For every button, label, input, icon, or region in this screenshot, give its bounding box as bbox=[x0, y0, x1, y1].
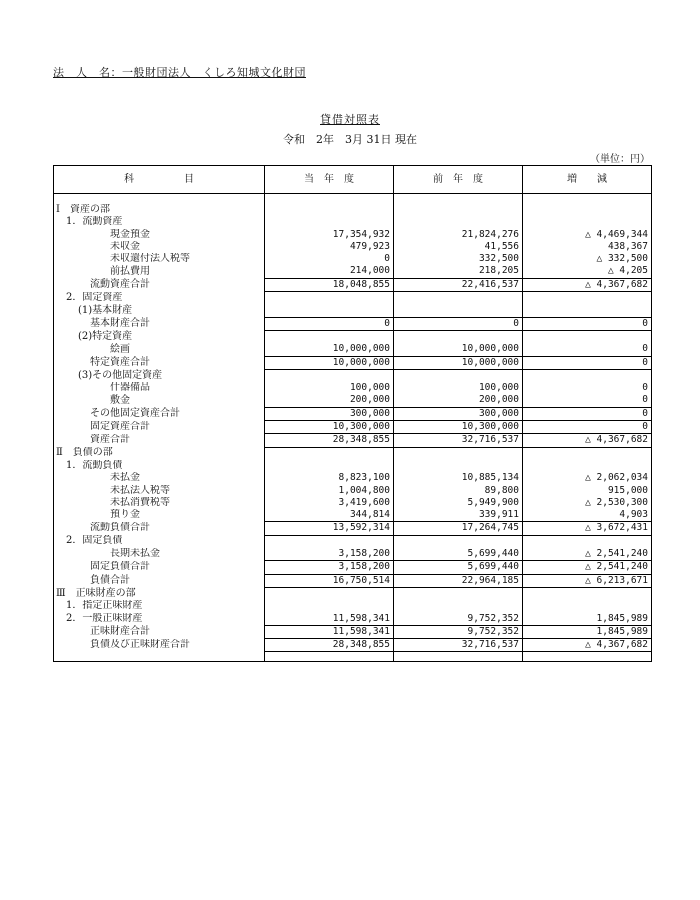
previous-year-cell: 32,716,537 bbox=[394, 639, 523, 652]
current-year-cell: 11,598,341 bbox=[265, 625, 394, 638]
current-year-cell bbox=[265, 330, 394, 343]
previous-year-cell bbox=[394, 330, 523, 343]
change-cell: 0 bbox=[523, 343, 652, 356]
table-row bbox=[54, 600, 652, 612]
previous-year-cell: 21,824,276 bbox=[394, 229, 523, 241]
header-current-year: 当 年 度 bbox=[265, 166, 394, 194]
change-cell: △ 4,469,344 bbox=[523, 229, 652, 241]
change-cell bbox=[523, 460, 652, 472]
table-row bbox=[54, 460, 652, 472]
current-year-cell bbox=[265, 535, 394, 548]
change-cell: △ 2,541,240 bbox=[523, 548, 652, 561]
current-year-cell bbox=[265, 447, 394, 460]
change-cell: 1,845,989 bbox=[523, 625, 652, 638]
change-cell: △ 2,530,300 bbox=[523, 497, 652, 509]
table-row bbox=[54, 509, 652, 522]
change-cell bbox=[523, 600, 652, 612]
previous-year-cell bbox=[394, 216, 523, 228]
table-row bbox=[54, 304, 652, 317]
table-row bbox=[54, 522, 652, 535]
previous-year-cell: 89,800 bbox=[394, 485, 523, 497]
table-row bbox=[54, 394, 652, 407]
previous-year-cell bbox=[394, 460, 523, 472]
previous-year-cell: 10,885,134 bbox=[394, 472, 523, 484]
account-cell: 1．流動負債 bbox=[54, 460, 265, 472]
change-cell: △ 4,367,682 bbox=[523, 639, 652, 652]
previous-year-cell: 5,949,900 bbox=[394, 497, 523, 509]
account-cell: 1．指定正味財産 bbox=[54, 600, 265, 612]
change-cell: △ 6,213,671 bbox=[523, 574, 652, 587]
account-cell: (2)特定資産 bbox=[54, 330, 265, 343]
table-row bbox=[54, 343, 652, 356]
table-row bbox=[54, 216, 652, 228]
account-cell: (3)その他固定資産 bbox=[54, 369, 265, 382]
previous-year-cell bbox=[394, 587, 523, 600]
current-year-cell: 3,158,200 bbox=[265, 548, 394, 561]
change-cell bbox=[523, 535, 652, 548]
account-cell: 預り金 bbox=[54, 509, 265, 522]
account-cell: 2．一般正味財産 bbox=[54, 613, 265, 626]
previous-year-cell bbox=[394, 535, 523, 548]
change-cell: 0 bbox=[523, 421, 652, 434]
current-year-cell: 16,750,514 bbox=[265, 574, 394, 587]
account-cell: Ⅲ 正味財産の部 bbox=[54, 587, 265, 600]
previous-year-cell: 10,300,000 bbox=[394, 421, 523, 434]
account-cell: Ⅱ 負債の部 bbox=[54, 447, 265, 460]
change-cell: △ 4,205 bbox=[523, 265, 652, 278]
previous-year-cell: 22,964,185 bbox=[394, 574, 523, 587]
change-cell: 1,845,989 bbox=[523, 613, 652, 626]
table-row bbox=[54, 407, 652, 420]
account-cell: 負債及び正味財産合計 bbox=[54, 639, 265, 652]
table-row bbox=[54, 204, 652, 216]
change-cell: 438,367 bbox=[523, 241, 652, 253]
table-row bbox=[54, 292, 652, 305]
current-year-cell: 11,598,341 bbox=[265, 613, 394, 626]
current-year-cell bbox=[265, 292, 394, 305]
account-cell: 特定資産合計 bbox=[54, 356, 265, 369]
current-year-cell: 3,419,600 bbox=[265, 497, 394, 509]
table-row bbox=[54, 535, 652, 548]
previous-year-cell: 10,000,000 bbox=[394, 356, 523, 369]
account-cell: 流動資産合計 bbox=[54, 278, 265, 291]
change-cell bbox=[523, 587, 652, 600]
account-cell: 絵画 bbox=[54, 343, 265, 356]
document-title: 貸借対照表 bbox=[320, 113, 380, 126]
table-row bbox=[54, 447, 652, 460]
table-row bbox=[54, 434, 652, 447]
current-year-cell: 3,158,200 bbox=[265, 561, 394, 574]
current-year-cell: 0 bbox=[265, 253, 394, 265]
change-cell: 0 bbox=[523, 394, 652, 407]
change-cell bbox=[523, 369, 652, 382]
corporation-name: 法 人 名：一般財団法人 くしろ知城文化財団 bbox=[53, 66, 306, 79]
table-row bbox=[54, 253, 652, 265]
table-row bbox=[54, 317, 652, 330]
account-cell: 正味財産合計 bbox=[54, 625, 265, 638]
header-previous-year: 前 年 度 bbox=[394, 166, 523, 194]
change-cell: 915,000 bbox=[523, 485, 652, 497]
account-cell: 1．流動資産 bbox=[54, 216, 265, 228]
previous-year-cell bbox=[394, 292, 523, 305]
current-year-cell bbox=[265, 587, 394, 600]
table-row bbox=[54, 639, 652, 652]
current-year-cell: 300,000 bbox=[265, 407, 394, 420]
account-cell: 固定資産合計 bbox=[54, 421, 265, 434]
table-row bbox=[54, 485, 652, 497]
table-row bbox=[54, 497, 652, 509]
change-cell: △ 3,672,431 bbox=[523, 522, 652, 535]
previous-year-cell bbox=[394, 447, 523, 460]
table-row bbox=[54, 613, 652, 626]
table-row bbox=[54, 421, 652, 434]
previous-year-cell: 0 bbox=[394, 317, 523, 330]
previous-year-cell: 10,000,000 bbox=[394, 343, 523, 356]
header-change: 増 減 bbox=[523, 166, 652, 194]
table-row bbox=[54, 356, 652, 369]
account-cell: 敷金 bbox=[54, 394, 265, 407]
current-year-cell bbox=[265, 600, 394, 612]
previous-year-cell: 218,205 bbox=[394, 265, 523, 278]
previous-year-cell: 22,416,537 bbox=[394, 278, 523, 291]
change-cell: 0 bbox=[523, 356, 652, 369]
previous-year-cell: 339,911 bbox=[394, 509, 523, 522]
change-cell bbox=[523, 216, 652, 228]
account-cell: 未払金 bbox=[54, 472, 265, 484]
account-cell: (1)基本財産 bbox=[54, 304, 265, 317]
as-of-date: 令和 2年 3月 31日 現在 bbox=[283, 133, 417, 146]
table-row bbox=[54, 548, 652, 561]
table-row bbox=[54, 278, 652, 291]
current-year-cell: 13,592,314 bbox=[265, 522, 394, 535]
current-year-cell bbox=[265, 304, 394, 317]
previous-year-cell: 332,500 bbox=[394, 253, 523, 265]
change-cell: △ 2,062,034 bbox=[523, 472, 652, 484]
account-cell: 資産合計 bbox=[54, 434, 265, 447]
previous-year-cell bbox=[394, 204, 523, 216]
current-year-cell bbox=[265, 216, 394, 228]
change-cell: 0 bbox=[523, 407, 652, 420]
change-cell bbox=[523, 204, 652, 216]
closing-row bbox=[54, 652, 652, 662]
change-cell: 4,903 bbox=[523, 509, 652, 522]
previous-year-cell: 9,752,352 bbox=[394, 613, 523, 626]
current-year-cell: 28,348,855 bbox=[265, 434, 394, 447]
table-row bbox=[54, 265, 652, 278]
previous-year-cell: 200,000 bbox=[394, 394, 523, 407]
previous-year-cell: 9,752,352 bbox=[394, 625, 523, 638]
account-cell: 2．固定資産 bbox=[54, 292, 265, 305]
account-cell: 流動負債合計 bbox=[54, 522, 265, 535]
change-cell bbox=[523, 292, 652, 305]
change-cell bbox=[523, 447, 652, 460]
account-cell: 未収還付法人税等 bbox=[54, 253, 265, 265]
current-year-cell bbox=[265, 369, 394, 382]
table-row bbox=[54, 561, 652, 574]
previous-year-cell: 5,699,440 bbox=[394, 561, 523, 574]
table-row bbox=[54, 382, 652, 394]
current-year-cell: 344,814 bbox=[265, 509, 394, 522]
current-year-cell: 0 bbox=[265, 317, 394, 330]
previous-year-cell bbox=[394, 600, 523, 612]
previous-year-cell: 41,556 bbox=[394, 241, 523, 253]
table-row bbox=[54, 241, 652, 253]
previous-year-cell: 300,000 bbox=[394, 407, 523, 420]
account-cell: 未収金 bbox=[54, 241, 265, 253]
current-year-cell: 10,000,000 bbox=[265, 356, 394, 369]
account-cell: 固定負債合計 bbox=[54, 561, 265, 574]
account-cell: 負債合計 bbox=[54, 574, 265, 587]
table-row bbox=[54, 587, 652, 600]
change-cell: △ 4,367,682 bbox=[523, 278, 652, 291]
header-account: 科 目 bbox=[54, 166, 265, 194]
change-cell bbox=[523, 304, 652, 317]
table-header-row bbox=[54, 166, 652, 194]
previous-year-cell: 5,699,440 bbox=[394, 548, 523, 561]
previous-year-cell: 32,716,537 bbox=[394, 434, 523, 447]
table-row bbox=[54, 330, 652, 343]
account-cell: 未払法人税等 bbox=[54, 485, 265, 497]
current-year-cell: 8,823,100 bbox=[265, 472, 394, 484]
change-cell: △ 2,541,240 bbox=[523, 561, 652, 574]
account-cell: Ⅰ 資産の部 bbox=[54, 204, 265, 216]
current-year-cell bbox=[265, 460, 394, 472]
account-cell: 現金預金 bbox=[54, 229, 265, 241]
account-cell: 前払費用 bbox=[54, 265, 265, 278]
current-year-cell: 18,048,855 bbox=[265, 278, 394, 291]
current-year-cell bbox=[265, 204, 394, 216]
account-cell: 2．固定負債 bbox=[54, 535, 265, 548]
table-row bbox=[54, 625, 652, 638]
change-cell: 0 bbox=[523, 317, 652, 330]
current-year-cell: 1,004,800 bbox=[265, 485, 394, 497]
change-cell: 0 bbox=[523, 382, 652, 394]
account-cell: 什器備品 bbox=[54, 382, 265, 394]
table-row bbox=[54, 574, 652, 587]
account-cell: 未払消費税等 bbox=[54, 497, 265, 509]
account-cell: その他固定資産合計 bbox=[54, 407, 265, 420]
table-row bbox=[54, 472, 652, 484]
previous-year-cell: 100,000 bbox=[394, 382, 523, 394]
account-cell: 長期未払金 bbox=[54, 548, 265, 561]
table-row bbox=[54, 369, 652, 382]
current-year-cell: 200,000 bbox=[265, 394, 394, 407]
change-cell: △ 332,500 bbox=[523, 253, 652, 265]
previous-year-cell: 17,264,745 bbox=[394, 522, 523, 535]
change-cell bbox=[523, 330, 652, 343]
current-year-cell: 17,354,932 bbox=[265, 229, 394, 241]
current-year-cell: 10,300,000 bbox=[265, 421, 394, 434]
table-body bbox=[54, 194, 652, 662]
current-year-cell: 479,923 bbox=[265, 241, 394, 253]
unit-label: （単位：円） bbox=[590, 154, 650, 165]
balance-sheet-table bbox=[53, 165, 652, 662]
spacer-row bbox=[54, 194, 652, 205]
current-year-cell: 214,000 bbox=[265, 265, 394, 278]
current-year-cell: 10,000,000 bbox=[265, 343, 394, 356]
table-row bbox=[54, 229, 652, 241]
previous-year-cell bbox=[394, 369, 523, 382]
current-year-cell: 28,348,855 bbox=[265, 639, 394, 652]
account-cell: 基本財産合計 bbox=[54, 317, 265, 330]
previous-year-cell bbox=[394, 304, 523, 317]
current-year-cell: 100,000 bbox=[265, 382, 394, 394]
change-cell: △ 4,367,682 bbox=[523, 434, 652, 447]
